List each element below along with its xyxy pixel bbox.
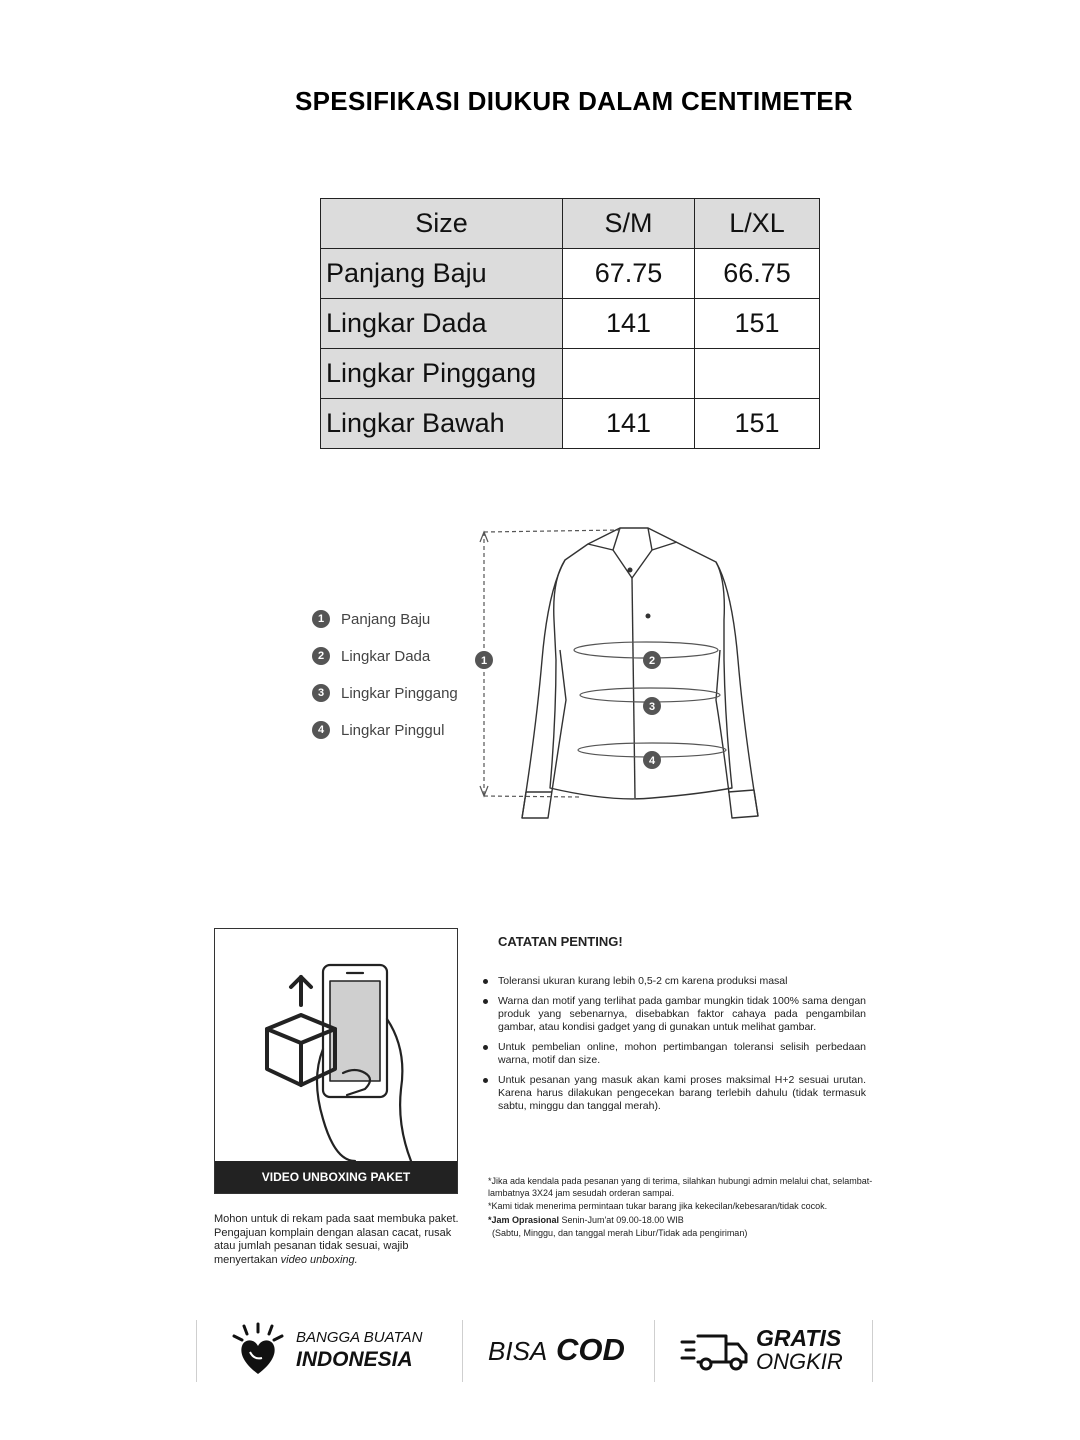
row-label: Lingkar Dada [321, 299, 563, 349]
phone-box-upload-icon [215, 929, 456, 1161]
marker-waist: 3 [648, 701, 656, 713]
measurement-legend [312, 610, 458, 758]
important-notes [480, 934, 866, 1120]
unboxing-note-emphasis: video unboxing. [280, 1253, 358, 1266]
footnote-hours [488, 1215, 878, 1227]
divider [196, 1320, 197, 1382]
cell-sm: 141 [563, 299, 695, 349]
hours-label: *Jam Oprasional [488, 1214, 560, 1225]
unboxing-label: VIDEO UNBOXING PAKET [215, 1161, 457, 1193]
badges-bar [196, 1320, 872, 1382]
cell-lxl: 66.75 [695, 249, 820, 299]
cell-sm: 141 [563, 399, 695, 449]
cell-sm: 67.75 [563, 249, 695, 299]
divider [462, 1320, 463, 1382]
page-title: SPESIFIKASI DIUKUR DALAM CENTIMETER [295, 86, 853, 116]
footnote-complaint: *Jika ada kendala pada pesanan yang di terima, silahkan hubungi admin melalui chat, selambat-lambatnya 3X24 jam sesudah orderan sampai. [488, 1176, 873, 1198]
hours-value: Senin-Jum'at 09.00-18.00 WIB [559, 1214, 684, 1225]
footnotes [488, 1176, 878, 1242]
gratis-text: GRATIS [756, 1325, 842, 1351]
cell-sm [563, 349, 695, 399]
list-item: Toleransi ukuran kurang lebih 0,5-2 cm karena produksi masal [480, 975, 866, 988]
table-row [321, 299, 820, 349]
bisa-text: BISA [488, 1336, 548, 1366]
legend-number: 2 [312, 647, 330, 665]
table-row [321, 349, 820, 399]
list-item: Untuk pesanan yang masuk akan kami proses maksimal H+2 sesuai urutan. Karena harus dilakukan pengecekan barang terlebih dahulu (tidak termasuk sabtu, minggu dan tanggal merah). [480, 1074, 866, 1113]
legend-label: Lingkar Dada [341, 647, 431, 665]
header-size: Size [321, 199, 563, 249]
legend-label: Panjang Baju [341, 610, 431, 628]
marker-hip: 4 [648, 755, 656, 767]
legend-item [312, 610, 458, 628]
legend-item [312, 684, 458, 702]
header-lxl: L/XL [695, 199, 820, 249]
legend-item [312, 721, 458, 739]
ongkir-text: ONGKIR [756, 1349, 843, 1374]
list-item: Untuk pembelian online, mohon pertimbangan toleransi selisih perbedaan warna, motif dan size. [480, 1041, 866, 1067]
unboxing-note [214, 1213, 464, 1267]
shirt-outline-icon [470, 520, 780, 820]
unboxing-card [214, 928, 458, 1194]
legend-number: 4 [312, 721, 330, 739]
list-item: Warna dan motif yang terlihat pada gambar mungkin tidak 100% sama dengan produk yang sebenarnya, disebabkan faktor cahaya pada pengambilan gambar, atau kondisi gadget yang di gunakan untuk melihat gambar. [480, 995, 866, 1034]
header-sm: S/M [563, 199, 695, 249]
legend-number: 1 [312, 610, 330, 628]
divider [654, 1320, 655, 1382]
legend-label: Lingkar Pinggul [341, 721, 445, 739]
cell-lxl: 151 [695, 299, 820, 349]
size-table [320, 198, 820, 449]
bangga-top-text: BANGGA BUATAN [296, 1329, 423, 1346]
row-label: Lingkar Pinggang [321, 349, 563, 399]
unboxing-note-text: Mohon untuk di rekam pada saat membuka paket. Pengajuan komplain dengan alasan cacat, rusak atau jumlah pesanan tidak sesuai, wajib menyertakan [214, 1213, 459, 1266]
footnote-hours-note: (Sabtu, Minggu, dan tanggal merah Libur/Tidak ada pengiriman) [492, 1228, 748, 1238]
notes-title: CATATAN PENTING! [498, 934, 623, 949]
cod-text: COD [556, 1332, 625, 1367]
bangga-bottom-text: INDONESIA [296, 1348, 413, 1371]
delivery-truck-icon [680, 1328, 750, 1374]
legend-item [312, 647, 458, 665]
table-header-row [321, 199, 820, 249]
cell-lxl: 151 [695, 399, 820, 449]
divider [872, 1320, 873, 1382]
row-label: Panjang Baju [321, 249, 563, 299]
table-row [321, 249, 820, 299]
notes-list [480, 975, 866, 1113]
row-label: Lingkar Bawah [321, 399, 563, 449]
footnote-exchange: *Kami tidak menerima permintaan tukar barang jika kekecilan/kebesaran/tidak cocok. [488, 1201, 828, 1211]
marker-length: 1 [480, 655, 488, 667]
cell-lxl [695, 349, 820, 399]
marker-chest: 2 [648, 655, 656, 667]
legend-number: 3 [312, 684, 330, 702]
table-row [321, 399, 820, 449]
legend-label: Lingkar Pinggang [341, 684, 458, 702]
heart-burst-icon [228, 1322, 288, 1380]
